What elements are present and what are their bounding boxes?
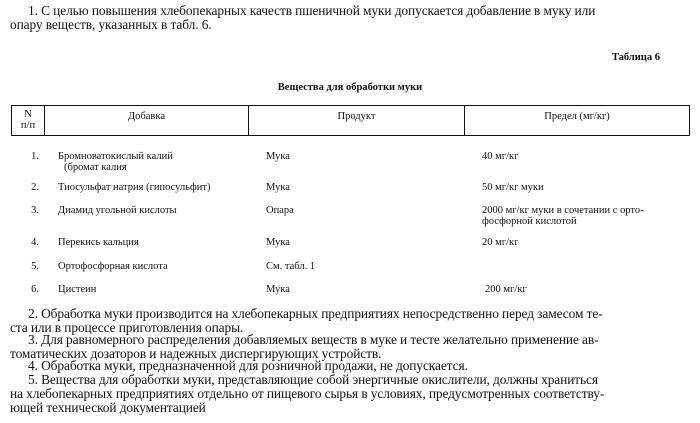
paragraph-3	[10, 333, 688, 361]
row-1-number: 1.	[31, 151, 39, 162]
row-6-number: 6.	[31, 284, 39, 295]
header-additive: Добавка	[128, 111, 165, 122]
paragraph-5	[10, 373, 688, 415]
row-6-additive: Цистеин	[58, 284, 97, 295]
table-header-rule	[11, 135, 690, 136]
paragraph-3-line-1: 3. Для равномерного распределения добавляемых веществ в муке и тесте желательно применение ав-	[28, 332, 599, 347]
row-4-limit: 20 мг/кг	[482, 237, 519, 248]
row-6-product: Мука	[266, 284, 290, 295]
table-right-border	[689, 105, 690, 136]
row-2-number: 2.	[31, 182, 39, 193]
row-3-additive: Диамид угольной кислоты	[58, 205, 177, 216]
paragraph-1-line-1: 1. С целью повышения хлебопекарных качеств пшеничной муки допускается добавление в муку или	[28, 3, 596, 18]
row-2-limit: 50 мг/кг муки	[482, 182, 544, 193]
row-1-limit: 40 мг/кг	[482, 151, 519, 162]
row-5-additive: Ортофосфорная кислота	[58, 261, 168, 272]
row-4-additive: Перекись кальция	[58, 237, 139, 248]
row-3-product: Опара	[266, 205, 294, 216]
header-limit: Предел (мг/кг)	[544, 111, 610, 122]
paragraph-3-line-2: томатических дозаторов и надежных диспергирующих устройств.	[10, 346, 382, 361]
paragraph-1	[10, 4, 688, 32]
paragraph-5-line-3: ющей технической документацией	[10, 400, 206, 415]
table-title: Вещества для обработки муки	[277, 82, 423, 93]
paragraph-4	[10, 359, 688, 373]
paragraph-1-line-2: опару веществ, указанных в табл. 6.	[10, 17, 212, 32]
paragraph-2-line-2: ста или в процессе приготовления опары.	[10, 320, 244, 335]
row-4-product: Мука	[266, 237, 290, 248]
row-5-product: См. табл. 1	[266, 261, 316, 272]
row-2-product: Мука	[266, 182, 290, 193]
row-4-number: 4.	[31, 237, 39, 248]
table-caption: Таблица 6	[611, 52, 660, 63]
paragraph-2-line-1: 2. Обработка муки производится на хлебопекарных предприятиях непосредственно перед замесом те-	[28, 306, 603, 321]
row-1-product: Мука	[266, 151, 290, 162]
row-2-additive: Тиосульфат натрия (гипосульфит)	[58, 182, 211, 193]
row-5-number: 5.	[31, 261, 39, 272]
paragraph-5-line-1: 5. Вещества для обработки муки, представляющие собой энергичные окислители, должны храниться	[28, 372, 598, 387]
header-number: N п/п	[20, 109, 36, 131]
row-6-limit: 200 мг/кг	[485, 284, 527, 295]
table-top-rule	[11, 105, 690, 106]
header-product: Продукт	[337, 111, 376, 122]
row-3-limit: 2000 мг/кг муки в сочетании с орто- фосфорной кислотой	[482, 205, 644, 227]
row-1-additive: Бромноватокислый калий (бромат калия	[58, 151, 173, 173]
paragraph-5-line-2: на хлебопекарных предприятиях отдельно от пищевого сырья в условиях, предусмотренных соответству-	[10, 386, 605, 401]
paragraph-2	[10, 307, 688, 335]
row-3-number: 3.	[31, 205, 39, 216]
paragraph-4-line-1: 4. Обработка муки, предназначенной для розничной продажи, не допускается.	[28, 358, 468, 373]
